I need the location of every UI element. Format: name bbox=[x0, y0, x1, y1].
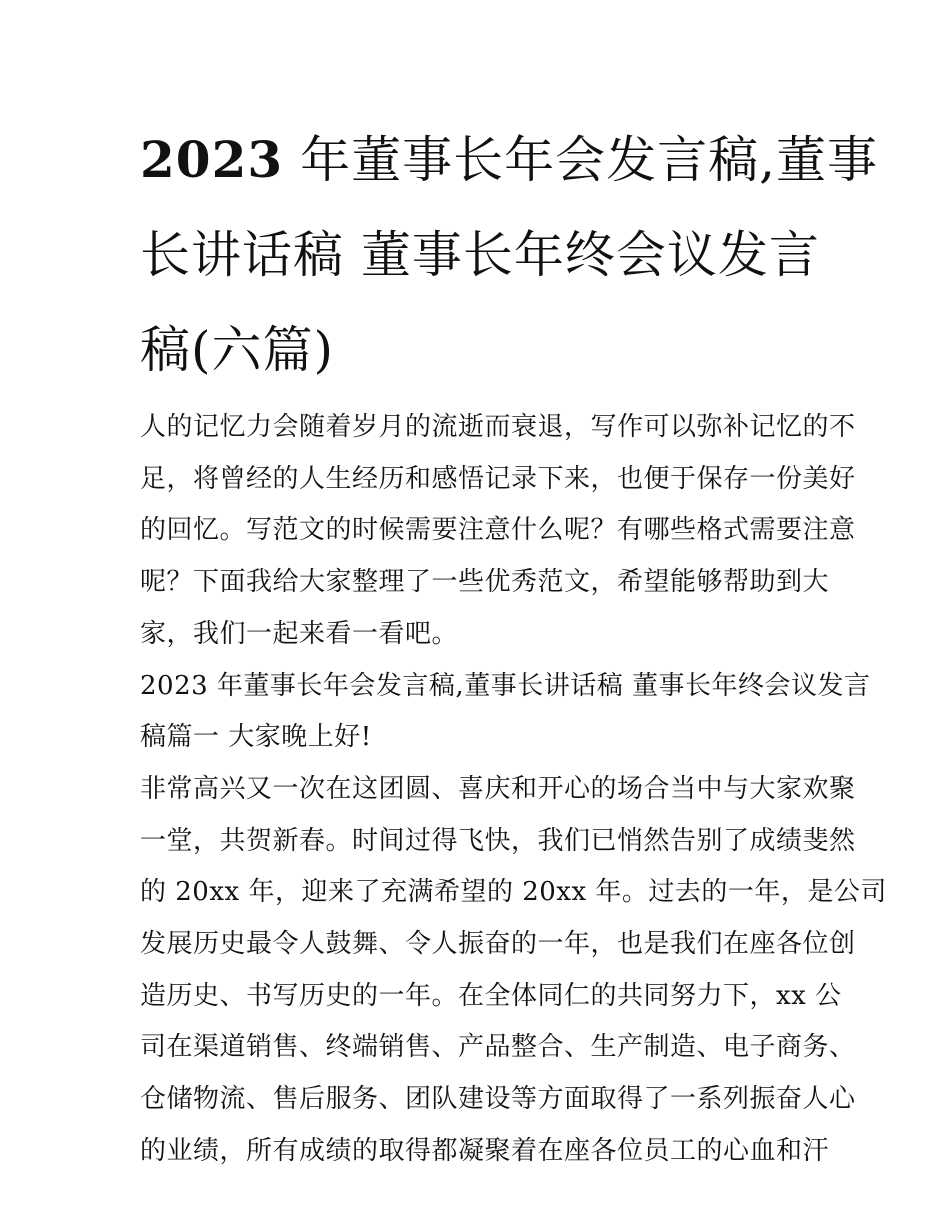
text-line: 人的记忆力会随着岁月的流逝而衰退，写作可以弥补记忆的不 bbox=[140, 412, 856, 442]
title-line-3: 稿(六篇) bbox=[140, 321, 335, 379]
title-line-2: 长讲话稿 董事长年终会议发言 bbox=[140, 226, 820, 284]
text-line: 的回忆。写范文的时候需要注意什么呢？有哪些格式需要注意 bbox=[140, 515, 856, 546]
text-line: 非常高兴又一次在这团圆、喜庆和开心的场合当中与大家欢聚 bbox=[140, 773, 856, 804]
title-line-1 bbox=[140, 112, 878, 208]
text-line: 造历史、书写历史的一年。在全体同仁的共同努力下，xx 公 bbox=[140, 980, 842, 1011]
title-line-1-text: 年董事长年会发言稿,董事 bbox=[283, 131, 878, 189]
intro-paragraph bbox=[140, 402, 856, 661]
text-line: 发展历史最令人鼓舞、令人振奋的一年，也是我们在座各位创 bbox=[140, 929, 856, 960]
title-year: 2023 bbox=[140, 130, 284, 189]
text-line: 的 20xx 年，迎来了充满希望的 20xx 年。过去的一年，是公司 bbox=[140, 877, 887, 908]
section-heading bbox=[140, 661, 871, 764]
text-line: 2023 年董事长年会发言稿,董事长讲话稿 董事长年终会议发言 bbox=[140, 670, 871, 701]
text-line: 呢？下面我给大家整理了一些优秀范文，希望能够帮助到大 bbox=[140, 567, 830, 598]
text-line: 足，将曾经的人生经历和感悟记录下来，也便于保存一份美好 bbox=[140, 463, 856, 494]
document-body bbox=[140, 402, 887, 1178]
section-body-paragraph bbox=[140, 764, 887, 1178]
text-line: 的业绩，所有成绩的取得都凝聚着在座各位员工的心血和汗 bbox=[140, 1135, 830, 1166]
text-line: 稿篇一 大家晚上好! bbox=[140, 722, 372, 753]
document-title bbox=[140, 112, 878, 398]
text-line: 仓储物流、售后服务、团队建设等方面取得了一系列振奋人心 bbox=[140, 1084, 856, 1115]
text-line: 一堂，共贺新春。时间过得飞快，我们已悄然告别了成绩斐然 bbox=[140, 825, 856, 856]
text-line: 司在渠道销售、终端销售、产品整合、生产制造、电子商务、 bbox=[140, 1032, 856, 1063]
text-line: 家，我们一起来看一看吧。 bbox=[140, 618, 459, 649]
document-page bbox=[140, 112, 887, 1178]
